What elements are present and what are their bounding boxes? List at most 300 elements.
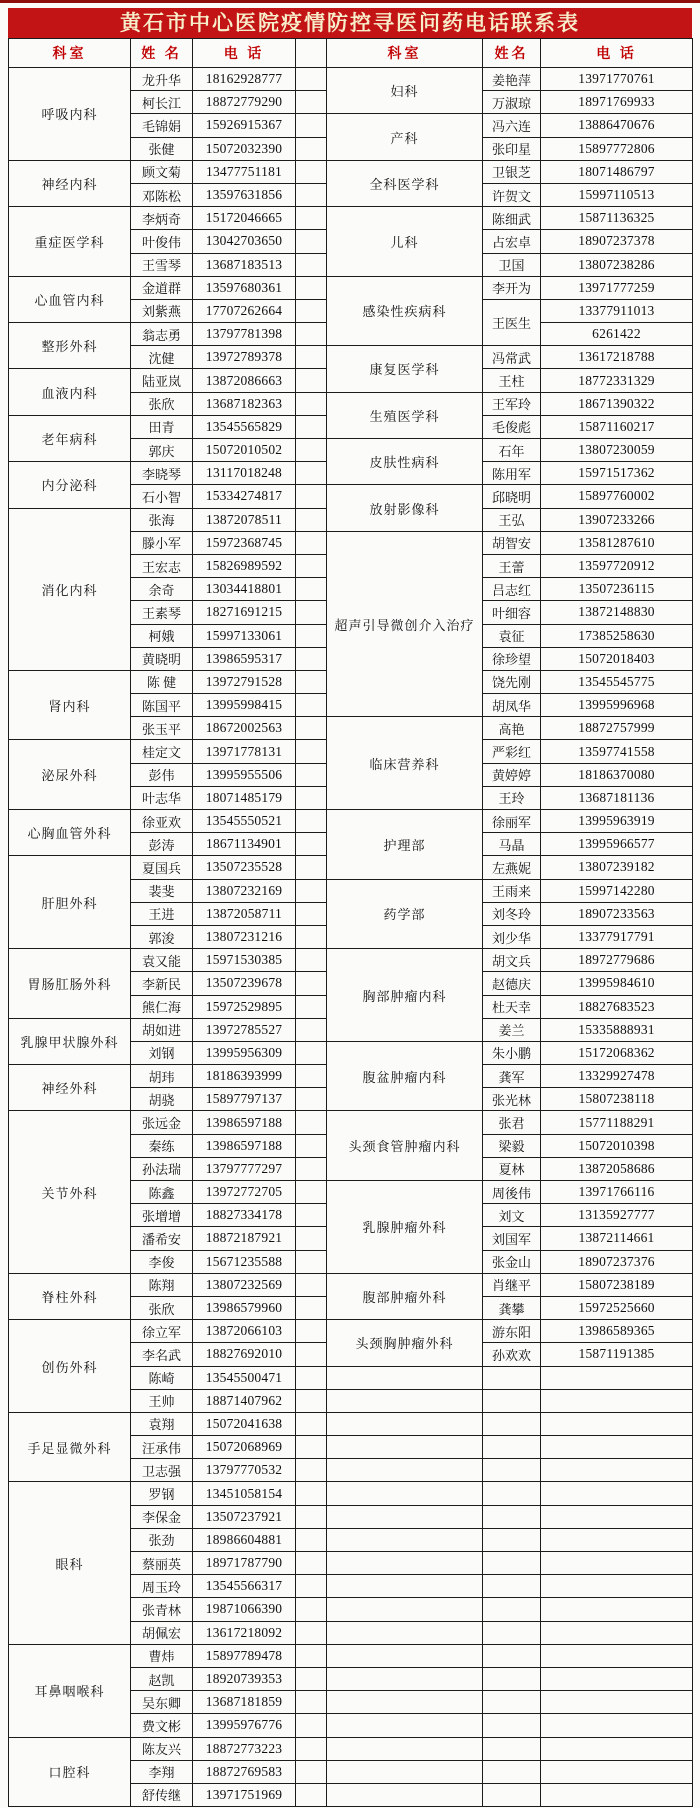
spacer-cell — [296, 114, 327, 137]
phone-number-right-empty — [541, 1436, 693, 1459]
phone-number-left: 15897789478 — [193, 1644, 296, 1667]
phone-number-left: 15072032390 — [193, 137, 296, 160]
doctor-name-left: 黄晓明 — [131, 647, 193, 670]
phone-number-right: 13971766116 — [541, 1181, 693, 1204]
doctor-name-left: 沈健 — [131, 346, 193, 369]
spacer-cell — [296, 1389, 327, 1412]
doctor-name-left: 徐立军 — [131, 1320, 193, 1343]
department-cell-left: 肝胆外科 — [9, 856, 131, 949]
doctor-name-right: 赵德庆 — [483, 972, 541, 995]
doctor-name-right: 黄婷婷 — [483, 763, 541, 786]
department-cell-right-empty — [327, 1552, 483, 1575]
phone-number-right: 13807230059 — [541, 439, 693, 462]
doctor-name-right-empty — [483, 1621, 541, 1644]
doctor-name-right-empty — [483, 1505, 541, 1528]
doctor-name-left: 袁又能 — [131, 949, 193, 972]
phone-number-left: 18986604881 — [193, 1528, 296, 1551]
phone-number-right: 6261422 — [541, 323, 693, 346]
phone-number-right-empty — [541, 1737, 693, 1760]
header-name-right: 姓名 — [483, 39, 541, 68]
phone-number-right: 13995996968 — [541, 694, 693, 717]
phone-number-right: 18971769933 — [541, 91, 693, 114]
table-row — [9, 1111, 693, 1134]
phone-number-right-empty — [541, 1389, 693, 1412]
department-cell-right-empty — [327, 1714, 483, 1737]
doctor-name-left: 李俊 — [131, 1250, 193, 1273]
doctor-name-left: 胡佩宏 — [131, 1621, 193, 1644]
phone-number-left: 15072068969 — [193, 1436, 296, 1459]
doctor-name-left: 张玉平 — [131, 717, 193, 740]
doctor-name-left: 袁翔 — [131, 1412, 193, 1435]
phone-number-right: 13597741558 — [541, 740, 693, 763]
spacer-cell — [296, 346, 327, 369]
doctor-name-left: 赵凯 — [131, 1667, 193, 1690]
department-cell-right-empty — [327, 1389, 483, 1412]
phone-number-right: 13872114661 — [541, 1227, 693, 1250]
spacer-cell — [296, 1737, 327, 1760]
doctor-name-left: 彭涛 — [131, 833, 193, 856]
department-cell-right-empty — [327, 1482, 483, 1505]
phone-number-left: 15826989592 — [193, 554, 296, 577]
phone-number-right-empty — [541, 1621, 693, 1644]
table-row — [9, 1644, 693, 1667]
department-cell-right-empty — [327, 1783, 483, 1806]
phone-number-left: 18872773223 — [193, 1737, 296, 1760]
doctor-name-right: 占宏卓 — [483, 230, 541, 253]
header-phone-left: 电 话 — [193, 39, 296, 68]
phone-number-right: 15997110513 — [541, 183, 693, 206]
spacer-cell — [296, 717, 327, 740]
spacer-cell — [296, 554, 327, 577]
phone-number-left: 15172046665 — [193, 207, 296, 230]
department-cell-left: 胃肠肛肠外科 — [9, 949, 131, 1019]
phone-number-right: 13807238286 — [541, 253, 693, 276]
spacer-cell — [296, 810, 327, 833]
spacer-cell — [296, 485, 327, 508]
phone-number-right: 18872757999 — [541, 717, 693, 740]
doctor-name-left: 叶志华 — [131, 786, 193, 809]
phone-number-right-empty — [541, 1528, 693, 1551]
phone-number-left: 15671235588 — [193, 1250, 296, 1273]
spacer-cell — [296, 670, 327, 693]
department-cell-right-empty — [327, 1459, 483, 1482]
spacer-cell — [296, 1644, 327, 1667]
doctor-name-right: 刘文 — [483, 1204, 541, 1227]
table-row — [9, 207, 693, 230]
spacer-cell — [296, 230, 327, 253]
doctor-name-right-empty — [483, 1482, 541, 1505]
phone-number-left: 13872058711 — [193, 902, 296, 925]
phone-number-left: 13507235528 — [193, 856, 296, 879]
department-cell-right: 生殖医学科 — [327, 392, 483, 438]
phone-number-left: 13545566317 — [193, 1575, 296, 1598]
phone-number-left: 18920739353 — [193, 1667, 296, 1690]
doctor-name-left: 滕小军 — [131, 531, 193, 554]
spacer-cell — [296, 1459, 327, 1482]
department-cell-right-empty — [327, 1412, 483, 1435]
spacer-cell — [296, 1320, 327, 1343]
doctor-name-right-empty — [483, 1598, 541, 1621]
phone-number-right-empty — [541, 1552, 693, 1575]
phone-number-left: 18872187921 — [193, 1227, 296, 1250]
doctor-name-right: 高艳 — [483, 717, 541, 740]
doctor-name-right: 严彩红 — [483, 740, 541, 763]
department-cell-right-empty — [327, 1575, 483, 1598]
spacer-cell — [296, 740, 327, 763]
doctor-name-right: 张印星 — [483, 137, 541, 160]
department-cell-right: 乳腺肿瘤外科 — [327, 1181, 483, 1274]
doctor-name-left: 柯娥 — [131, 624, 193, 647]
spacer-cell — [296, 972, 327, 995]
department-cell-right: 药学部 — [327, 879, 483, 949]
doctor-name-right: 龚攀 — [483, 1296, 541, 1319]
spacer-cell — [296, 1714, 327, 1737]
phone-number-left: 18671134901 — [193, 833, 296, 856]
doctor-name-right-empty — [483, 1552, 541, 1575]
phone-number-left: 13687181859 — [193, 1691, 296, 1714]
doctor-name-left: 张青林 — [131, 1598, 193, 1621]
table-row — [9, 1320, 693, 1343]
doctor-name-right-empty — [483, 1575, 541, 1598]
doctor-name-right: 左燕妮 — [483, 856, 541, 879]
phone-number-left: 17707262664 — [193, 299, 296, 322]
department-cell-right-empty — [327, 1760, 483, 1783]
department-cell-right-empty — [327, 1528, 483, 1551]
phone-number-left: 13797781398 — [193, 323, 296, 346]
spacer-cell — [296, 160, 327, 183]
phone-number-right: 13907233266 — [541, 508, 693, 531]
phone-number-left: 13477751181 — [193, 160, 296, 183]
doctor-name-right: 胡文兵 — [483, 949, 541, 972]
phone-number-right: 15871136325 — [541, 207, 693, 230]
doctor-name-right: 张光林 — [483, 1088, 541, 1111]
phone-number-left: 13995956309 — [193, 1041, 296, 1064]
phone-number-right-empty — [541, 1714, 693, 1737]
doctor-name-right: 刘国军 — [483, 1227, 541, 1250]
doctor-name-right: 胡智安 — [483, 531, 541, 554]
phone-number-left: 18827692010 — [193, 1343, 296, 1366]
spacer-cell — [296, 856, 327, 879]
phone-number-left: 13972791528 — [193, 670, 296, 693]
spacer-cell — [296, 531, 327, 554]
phone-number-right: 13135927777 — [541, 1204, 693, 1227]
doctor-name-left: 夏国兵 — [131, 856, 193, 879]
phone-number-right: 17385258630 — [541, 624, 693, 647]
phone-number-right-empty — [541, 1575, 693, 1598]
spacer-cell — [296, 1552, 327, 1575]
department-cell-left: 关节外科 — [9, 1111, 131, 1273]
header-phone-right: 电 话 — [541, 39, 693, 68]
doctor-name-left: 刘紫燕 — [131, 299, 193, 322]
phone-number-left: 18162928777 — [193, 68, 296, 91]
spacer-cell — [296, 508, 327, 531]
doctor-name-left: 徐亚欢 — [131, 810, 193, 833]
spacer-cell — [296, 91, 327, 114]
department-cell-left: 创伤外科 — [9, 1320, 131, 1413]
doctor-name-left: 吴东卿 — [131, 1691, 193, 1714]
spacer-cell — [296, 1575, 327, 1598]
spacer-cell — [296, 1111, 327, 1134]
doctor-name-left: 张欣 — [131, 392, 193, 415]
contact-table — [8, 38, 693, 1807]
phone-number-right-empty — [541, 1667, 693, 1690]
table-row — [9, 1737, 693, 1760]
doctor-name-left: 王素琴 — [131, 601, 193, 624]
doctor-name-left: 陈鑫 — [131, 1181, 193, 1204]
spacer-cell — [296, 439, 327, 462]
phone-number-right: 13597720912 — [541, 554, 693, 577]
department-cell-left: 手足显微外科 — [9, 1412, 131, 1482]
phone-number-left: 15972368745 — [193, 531, 296, 554]
doctor-name-right: 徐珍望 — [483, 647, 541, 670]
spacer-cell — [296, 1181, 327, 1204]
doctor-name-left: 陆亚岚 — [131, 369, 193, 392]
department-cell-left: 心血管内科 — [9, 276, 131, 322]
phone-number-right: 18071486797 — [541, 160, 693, 183]
department-cell-right: 感染性疾病科 — [327, 276, 483, 346]
department-cell-left: 整形外科 — [9, 323, 131, 369]
department-cell-right-empty — [327, 1691, 483, 1714]
department-cell-right: 皮肤性病科 — [327, 439, 483, 485]
phone-number-left: 15072010502 — [193, 439, 296, 462]
phone-number-right: 18186370080 — [541, 763, 693, 786]
doctor-name-right-empty — [483, 1737, 541, 1760]
department-cell-right: 产科 — [327, 114, 483, 160]
doctor-name-left: 蔡丽英 — [131, 1552, 193, 1575]
spacer-cell — [296, 1018, 327, 1041]
phone-number-left: 13617218092 — [193, 1621, 296, 1644]
phone-number-right: 15871191385 — [541, 1343, 693, 1366]
phone-number-right: 15771188291 — [541, 1111, 693, 1134]
phone-number-left: 13986595317 — [193, 647, 296, 670]
doctor-name-right-empty — [483, 1714, 541, 1737]
phone-number-left: 13972785527 — [193, 1018, 296, 1041]
phone-number-left: 13872066103 — [193, 1320, 296, 1343]
phone-number-left: 13545565829 — [193, 415, 296, 438]
phone-number-right: 15897772806 — [541, 137, 693, 160]
spacer-cell — [296, 1366, 327, 1389]
department-cell-right: 康复医学科 — [327, 346, 483, 392]
department-cell-left: 肾内科 — [9, 670, 131, 740]
doctor-name-left: 金道群 — [131, 276, 193, 299]
doctor-name-right: 姜兰 — [483, 1018, 541, 1041]
doctor-name-right: 石年 — [483, 439, 541, 462]
department-cell-left: 神经外科 — [9, 1065, 131, 1111]
doctor-name-right-empty — [483, 1436, 541, 1459]
doctor-name-left: 舒传继 — [131, 1783, 193, 1806]
phone-number-right: 13995984610 — [541, 972, 693, 995]
doctor-name-left: 曹炜 — [131, 1644, 193, 1667]
doctor-name-right: 李开为 — [483, 276, 541, 299]
phone-number-right: 13886470676 — [541, 114, 693, 137]
doctor-name-right: 肖继平 — [483, 1273, 541, 1296]
doctor-name-left: 郭庆 — [131, 439, 193, 462]
phone-number-right-empty — [541, 1412, 693, 1435]
phone-number-right: 18972779686 — [541, 949, 693, 972]
phone-number-right-empty — [541, 1760, 693, 1783]
doctor-name-left: 陈崎 — [131, 1366, 193, 1389]
spacer-cell — [296, 1505, 327, 1528]
phone-number-left: 13687182363 — [193, 392, 296, 415]
phone-number-right: 15897760002 — [541, 485, 693, 508]
doctor-name-left: 李新民 — [131, 972, 193, 995]
phone-number-left: 13995998415 — [193, 694, 296, 717]
phone-number-left: 15926915367 — [193, 114, 296, 137]
phone-number-left: 18872779290 — [193, 91, 296, 114]
doctor-name-right: 王玲 — [483, 786, 541, 809]
doctor-name-left: 王雪琴 — [131, 253, 193, 276]
table-row — [9, 160, 693, 183]
doctor-name-left: 陈 健 — [131, 670, 193, 693]
phone-number-left: 18871407962 — [193, 1389, 296, 1412]
doctor-name-left: 彭伟 — [131, 763, 193, 786]
phone-number-left: 13597631856 — [193, 183, 296, 206]
spacer-cell — [296, 415, 327, 438]
phone-number-right: 18907237376 — [541, 1250, 693, 1273]
phone-number-left: 13872078511 — [193, 508, 296, 531]
spacer-cell — [296, 1204, 327, 1227]
doctor-name-left: 李翔 — [131, 1760, 193, 1783]
phone-number-left: 18071485179 — [193, 786, 296, 809]
spacer-cell — [296, 1783, 327, 1806]
table-header-row — [9, 39, 693, 68]
header-dept-left: 科室 — [9, 39, 131, 68]
phone-number-left: 13986597188 — [193, 1134, 296, 1157]
doctor-name-left: 桂定文 — [131, 740, 193, 763]
table-row — [9, 949, 693, 972]
doctor-name-left: 陈翔 — [131, 1273, 193, 1296]
phone-number-left: 13995976776 — [193, 1714, 296, 1737]
doctor-name-right: 王医生 — [483, 299, 541, 345]
department-cell-left: 口腔科 — [9, 1737, 131, 1807]
doctor-name-left: 张增增 — [131, 1204, 193, 1227]
phone-number-left: 15997133061 — [193, 624, 296, 647]
doctor-name-left: 秦练 — [131, 1134, 193, 1157]
phone-number-right: 13617218788 — [541, 346, 693, 369]
spacer-cell — [296, 137, 327, 160]
department-cell-right: 头颈食管肿瘤内科 — [327, 1111, 483, 1181]
phone-number-right: 15072018403 — [541, 647, 693, 670]
phone-number-left: 13971751969 — [193, 1783, 296, 1806]
phone-number-left: 13986579960 — [193, 1296, 296, 1319]
phone-number-left: 18872769583 — [193, 1760, 296, 1783]
doctor-name-left: 费文彬 — [131, 1714, 193, 1737]
phone-number-right: 13995963919 — [541, 810, 693, 833]
doctor-name-right: 周後伟 — [483, 1181, 541, 1204]
doctor-name-left: 龙升华 — [131, 68, 193, 91]
spacer-cell — [296, 462, 327, 485]
spacer-cell — [296, 1250, 327, 1273]
spacer-cell — [296, 1157, 327, 1180]
department-cell-right: 放射影像科 — [327, 485, 483, 531]
phone-number-right: 13995966577 — [541, 833, 693, 856]
department-cell-left: 老年病科 — [9, 415, 131, 461]
spacer-cell — [296, 995, 327, 1018]
phone-number-right: 13545545775 — [541, 670, 693, 693]
spacer-cell — [296, 578, 327, 601]
phone-number-right: 13807239182 — [541, 856, 693, 879]
spacer-cell — [296, 763, 327, 786]
spacer-cell — [296, 183, 327, 206]
phone-number-left: 15972529895 — [193, 995, 296, 1018]
header-dept-right: 科室 — [327, 39, 483, 68]
doctor-name-right: 姜艳萍 — [483, 68, 541, 91]
doctor-name-right: 刘少华 — [483, 925, 541, 948]
doctor-name-left: 李保金 — [131, 1505, 193, 1528]
doctor-name-right-empty — [483, 1644, 541, 1667]
department-cell-left: 泌尿外科 — [9, 740, 131, 810]
doctor-name-left: 陈国平 — [131, 694, 193, 717]
doctor-name-right: 梁毅 — [483, 1134, 541, 1157]
spacer-cell — [296, 1273, 327, 1296]
doctor-name-left: 孙法瑞 — [131, 1157, 193, 1180]
doctor-name-left: 李炳奇 — [131, 207, 193, 230]
doctor-name-left: 张远金 — [131, 1111, 193, 1134]
spacer-cell — [296, 1667, 327, 1690]
doctor-name-right-empty — [483, 1528, 541, 1551]
phone-number-left: 18827334178 — [193, 1204, 296, 1227]
phone-number-left: 13545500471 — [193, 1366, 296, 1389]
doctor-name-right-empty — [483, 1389, 541, 1412]
phone-number-left: 13995955506 — [193, 763, 296, 786]
department-cell-left: 血液内科 — [9, 369, 131, 415]
doctor-name-left: 翁志勇 — [131, 323, 193, 346]
department-cell-right: 超声引导微创介入治疗 — [327, 531, 483, 717]
doctor-name-right-empty — [483, 1459, 541, 1482]
doctor-name-left: 张健 — [131, 137, 193, 160]
doctor-name-right: 叶细容 — [483, 601, 541, 624]
doctor-name-left: 郭浚 — [131, 925, 193, 948]
department-cell-right-empty — [327, 1366, 483, 1389]
department-cell-right: 全科医学科 — [327, 160, 483, 206]
doctor-name-right: 王弘 — [483, 508, 541, 531]
header-spacer — [296, 39, 327, 68]
department-cell-left: 消化内科 — [9, 508, 131, 670]
department-cell-right: 胸部肿瘤内科 — [327, 949, 483, 1042]
doctor-name-right-empty — [483, 1691, 541, 1714]
doctor-name-right: 马晶 — [483, 833, 541, 856]
doctor-name-right: 袁征 — [483, 624, 541, 647]
phone-number-right: 13872148830 — [541, 601, 693, 624]
spacer-cell — [296, 299, 327, 322]
doctor-name-left: 胡玮 — [131, 1065, 193, 1088]
doctor-name-right: 吕志红 — [483, 578, 541, 601]
phone-number-right: 13581287610 — [541, 531, 693, 554]
spacer-cell — [296, 647, 327, 670]
doctor-name-right-empty — [483, 1412, 541, 1435]
spacer-cell — [296, 392, 327, 415]
phone-number-left: 13597680361 — [193, 276, 296, 299]
phone-number-left: 13687183513 — [193, 253, 296, 276]
table-row — [9, 1273, 693, 1296]
department-cell-left: 重症医学科 — [9, 207, 131, 277]
doctor-name-left: 李名武 — [131, 1343, 193, 1366]
doctor-name-right: 陈用军 — [483, 462, 541, 485]
doctor-name-right: 龚军 — [483, 1065, 541, 1088]
spacer-cell — [296, 624, 327, 647]
doctor-name-right: 邱晓明 — [483, 485, 541, 508]
doctor-name-right: 王雨来 — [483, 879, 541, 902]
phone-number-right: 15072010398 — [541, 1134, 693, 1157]
doctor-name-right-empty — [483, 1783, 541, 1806]
department-cell-right-empty — [327, 1667, 483, 1690]
spacer-cell — [296, 1482, 327, 1505]
phone-number-right-empty — [541, 1644, 693, 1667]
spacer-cell — [296, 1088, 327, 1111]
phone-number-right: 15871160217 — [541, 415, 693, 438]
phone-number-right: 15997142280 — [541, 879, 693, 902]
phone-number-left: 13117018248 — [193, 462, 296, 485]
